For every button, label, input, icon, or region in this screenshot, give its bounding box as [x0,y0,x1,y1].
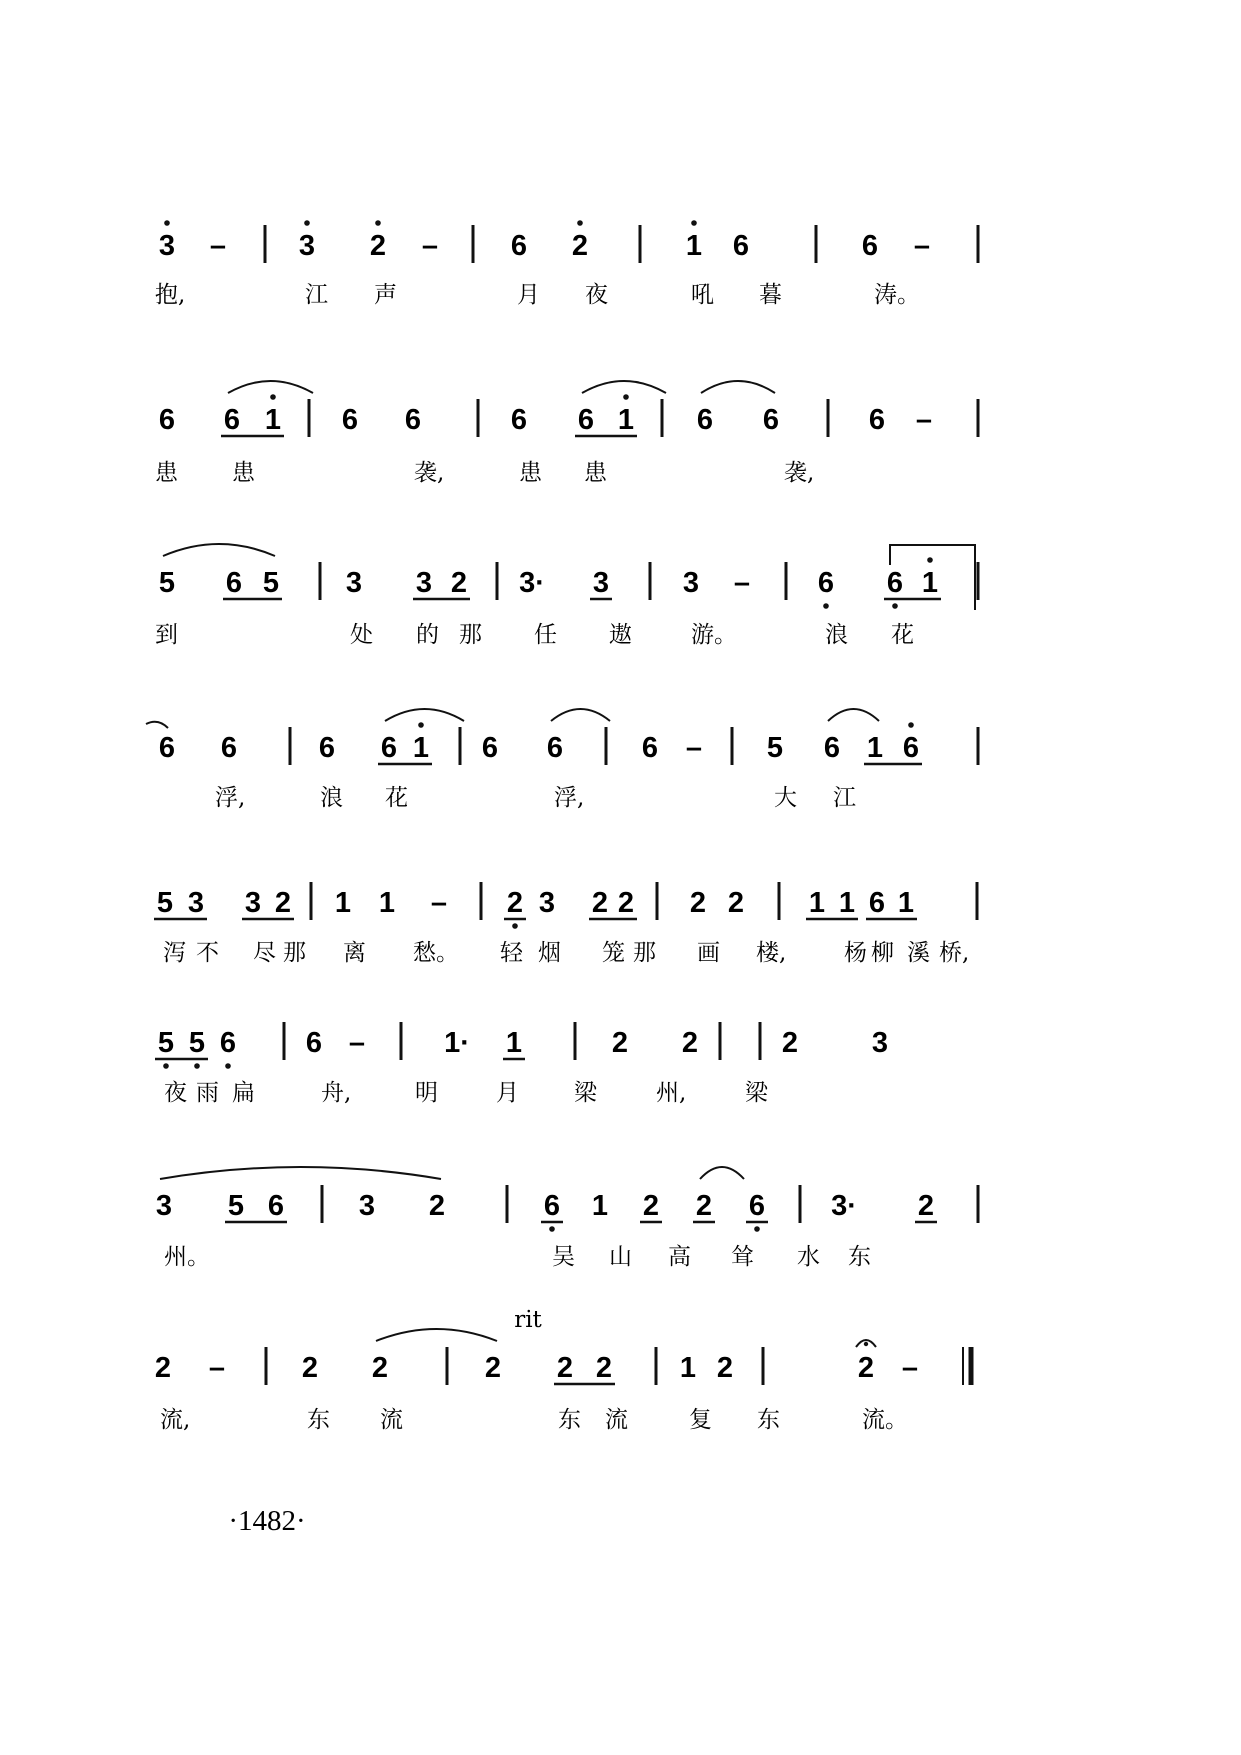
dash-sustain: – [901,1352,919,1384]
jianpu-note: 1 [412,732,430,764]
jianpu-note: 2 [369,230,387,262]
lyric-char: 浪 [320,785,343,811]
jianpu-note: 6 [748,1190,766,1222]
jianpu-note: 3 [871,1027,889,1059]
lyric-char: 吼 [691,282,714,308]
score-system-5 [154,882,977,966]
lyric-char: 雨 [196,1080,219,1106]
jianpu-note: 3 [155,1190,173,1222]
dash-sustain: – [209,230,227,262]
jianpu-note: 3 [538,887,556,919]
dash-sustain: – [733,567,751,599]
lyric-char: 的 [416,622,439,648]
lyric-char: 离 [343,940,366,966]
lyric-char: 涛。 [874,282,920,308]
score-system-6 [155,1022,888,1106]
jianpu-note: 6 [225,567,243,599]
octave-dot-above [908,722,914,728]
slur [228,381,313,393]
jianpu-note: 6 [732,230,750,262]
lyric-char: 浮, [554,785,585,811]
lyric-char: 流, [160,1407,191,1433]
lyric-char: 夜 [585,282,608,308]
lyric-char: 花 [891,622,914,648]
lyric-char: 游。 [691,622,737,648]
lyric-char: 愁。 [413,940,459,966]
lyric-char: 那 [633,940,656,966]
jianpu-note: 2 [450,567,468,599]
jianpu-note: 6 [886,567,904,599]
jianpu-note: 2 [506,887,524,919]
lyric-char: 到 [155,622,178,648]
jianpu-note: 6 [380,732,398,764]
lyric-char: 夜 [164,1080,187,1106]
lyric-char: 扁 [232,1080,255,1106]
octave-dot-above [691,220,697,226]
page-number: ·1482· [228,1505,306,1537]
jianpu-note: 5 [157,1027,175,1059]
slur [163,544,275,556]
jianpu-note: 2 [484,1352,502,1384]
octave-dot-below [512,923,518,929]
jianpu-note: 6 [696,404,714,436]
dash-sustain: – [421,230,439,262]
jianpu-note: 1 [838,887,856,919]
jianpu-note: 3 [244,887,262,919]
octave-dot-above [304,220,310,226]
lyric-char: 东 [307,1407,330,1433]
fermata-dot [864,1342,868,1346]
jianpu-note: 5 [156,887,174,919]
jianpu-note: 6 [868,404,886,436]
jianpu-note: 2 [274,887,292,919]
score-system-3 [155,544,978,648]
score-system-1 [155,220,978,308]
jianpu-note: 3 [158,230,176,262]
slur [160,1167,441,1179]
jianpu-note: 2 [781,1027,799,1059]
tempo-mark-rit: rit [514,1307,542,1333]
jianpu-note: 6 [861,230,879,262]
lyric-char: 轻 [500,940,523,966]
jianpu-note: 2 [727,887,745,919]
lyric-char: 山 [609,1244,632,1270]
lyric-char: 东 [558,1407,581,1433]
jianpu-note: 2 [371,1352,389,1384]
jianpu-note: 6 [481,732,499,764]
jianpu-note: 1 [617,404,635,436]
lyric-char: 江 [305,282,328,308]
jianpu-note: 6 [219,1027,237,1059]
lyric-char: 柳 [871,940,894,966]
jianpu-note: 6 [341,404,359,436]
jianpu-note: 5 [262,567,280,599]
dash-sustain: – [915,404,933,436]
lyric-char: 舟, [321,1080,352,1106]
octave-dot-above [623,394,629,400]
jianpu-note: 1 [897,887,915,919]
jianpu-note: 2 [591,887,609,919]
jianpu-note: 2 [611,1027,629,1059]
score-system-7 [156,1167,978,1270]
jianpu-note: 2 [917,1190,935,1222]
jianpu-note: 2 [595,1352,613,1384]
lyric-char: 患 [584,460,607,486]
jianpu-note: 3 [358,1190,376,1222]
lyric-char: 东 [848,1244,871,1270]
jianpu-note: 1 [679,1352,697,1384]
jianpu-note: 6 [510,230,528,262]
jianpu-note: 2 [428,1190,446,1222]
lyric-char: 患 [232,460,255,486]
lyric-char: 明 [415,1080,438,1106]
lyric-char: 患 [155,460,178,486]
dash-sustain: – [430,887,448,919]
jianpu-note: 1 [866,732,884,764]
jianpu-note: 2 [681,1027,699,1059]
jianpu-note: 6 [318,732,336,764]
jianpu-note: 2 [642,1190,660,1222]
jianpu-note: 3 [682,567,700,599]
jianpu-note: 2 [571,230,589,262]
jianpu-note: 1 [505,1027,523,1059]
lyric-char: 梁 [574,1080,597,1106]
lyric-char: 笼 [602,940,625,966]
jianpu-note: 3 [298,230,316,262]
jianpu-note: 5 [227,1190,245,1222]
lyric-char: 水 [797,1244,820,1270]
jianpu-note: 6 [223,404,241,436]
jianpu-note: 6 [267,1190,285,1222]
slur [551,709,610,721]
jianpu-note: 3 [345,567,363,599]
lyric-char: 州。 [164,1244,210,1270]
jianpu-note: 6 [546,732,564,764]
slur [376,1329,497,1341]
lyric-char: 杨 [844,940,867,966]
jianpu-note: 6 [158,732,176,764]
jianpu-note: 3· [831,1190,857,1222]
octave-dot-above [577,220,583,226]
slur [701,381,775,393]
jianpu-note: 6 [823,732,841,764]
jianpu-note: 1 [334,887,352,919]
jianpu-note: 6 [641,732,659,764]
jianpu-note: 3 [187,887,205,919]
lyric-char: 浮, [215,785,246,811]
jianpu-note: 2 [857,1352,875,1384]
slur [582,381,666,393]
lyric-char: 患 [519,460,542,486]
octave-dot-below [823,603,829,609]
jianpu-note: 2 [695,1190,713,1222]
lyric-char: 吴 [552,1244,575,1270]
jianpu-note: 2 [301,1352,319,1384]
jianpu-note: 6 [868,887,886,919]
lyric-char: 那 [459,622,482,648]
jianpu-note: 6 [543,1190,561,1222]
lyric-char: 大 [774,785,797,811]
lyric-char: 花 [385,785,408,811]
jianpu-note: 1 [264,404,282,436]
lyric-char: 暮 [759,282,782,308]
score-system-2 [155,381,978,486]
jianpu-note: 2 [556,1352,574,1384]
jianpu-note: 1 [378,887,396,919]
lyric-char: 抱, [155,282,186,308]
jianpu-note: 2 [716,1352,734,1384]
lyric-char: 烟 [538,940,561,966]
octave-dot-above [375,220,381,226]
jianpu-note: 2 [617,887,635,919]
jianpu-note: 1 [685,230,703,262]
lyric-char: 复 [689,1407,712,1433]
lyric-char: 袭, [784,460,815,486]
score-system-8 [155,1307,971,1433]
lyric-char: 耸 [731,1244,754,1270]
lyric-char: 流 [605,1407,628,1433]
jianpu-note: 3 [592,567,610,599]
jianpu-note: 2 [689,887,707,919]
lyric-char: 州, [656,1080,687,1106]
octave-dot-above [418,722,424,728]
jianpu-note: 6 [510,404,528,436]
jianpu-note: 6 [762,404,780,436]
jianpu-note: 1· [444,1027,470,1059]
lyric-char: 任 [534,622,557,648]
lyric-char: 溪 [907,940,930,966]
octave-dot-below [194,1063,200,1069]
jianpu-note: 6 [902,732,920,764]
octave-dot-above [270,394,276,400]
dash-sustain: – [913,230,931,262]
jianpu-note: 3· [519,567,545,599]
dash-sustain: – [348,1027,366,1059]
octave-dot-below [225,1063,231,1069]
lyric-char: 遨 [609,622,632,648]
octave-dot-below [754,1226,760,1232]
jianpu-note: 6 [577,404,595,436]
lyric-char: 流。 [862,1407,908,1433]
lyric-char: 流 [380,1407,403,1433]
lyric-char: 月 [517,282,540,308]
lyric-char: 处 [350,622,373,648]
octave-dot-below [549,1226,555,1232]
jianpu-note: 6 [220,732,238,764]
lyric-char: 画 [697,940,720,966]
slur [700,1167,744,1179]
jianpu-note: 2 [154,1352,172,1384]
lyric-char: 江 [833,785,856,811]
lyric-char: 楼, [756,940,787,966]
octave-dot-below [163,1063,169,1069]
dash-sustain: – [208,1352,226,1384]
jianpu-note: 3 [415,567,433,599]
lyric-char: 高 [668,1244,691,1270]
jianpu-note: 6 [817,567,835,599]
lyric-char: 浪 [825,622,848,648]
lyric-char: 声 [374,282,397,308]
jianpu-note: 6 [158,404,176,436]
jianpu-note: 5 [158,567,176,599]
slur [385,709,464,721]
lyric-char: 那 [283,940,306,966]
slur [828,709,879,721]
lyric-char: 梁 [745,1080,768,1106]
jianpu-note: 1 [808,887,826,919]
lyric-char: 东 [757,1407,780,1433]
octave-dot-above [164,220,170,226]
dash-sustain: – [685,732,703,764]
slur-continuation [146,722,168,728]
lyric-char: 尽 [253,940,276,966]
jianpu-note: 1 [921,567,939,599]
jianpu-note: 5 [188,1027,206,1059]
jianpu-note: 6 [404,404,422,436]
jianpu-note: 5 [766,732,784,764]
jianpu-note: 1 [591,1190,609,1222]
lyric-char: 袭, [414,460,445,486]
jianpu-note: 6 [305,1027,323,1059]
lyric-char: 不 [196,940,219,966]
lyric-char: 泻 [163,940,186,966]
octave-dot-above [927,557,933,563]
lyric-char: 月 [496,1080,519,1106]
score-system-4 [159,709,978,811]
lyric-char: 桥, [939,940,970,966]
octave-dot-below [892,603,898,609]
